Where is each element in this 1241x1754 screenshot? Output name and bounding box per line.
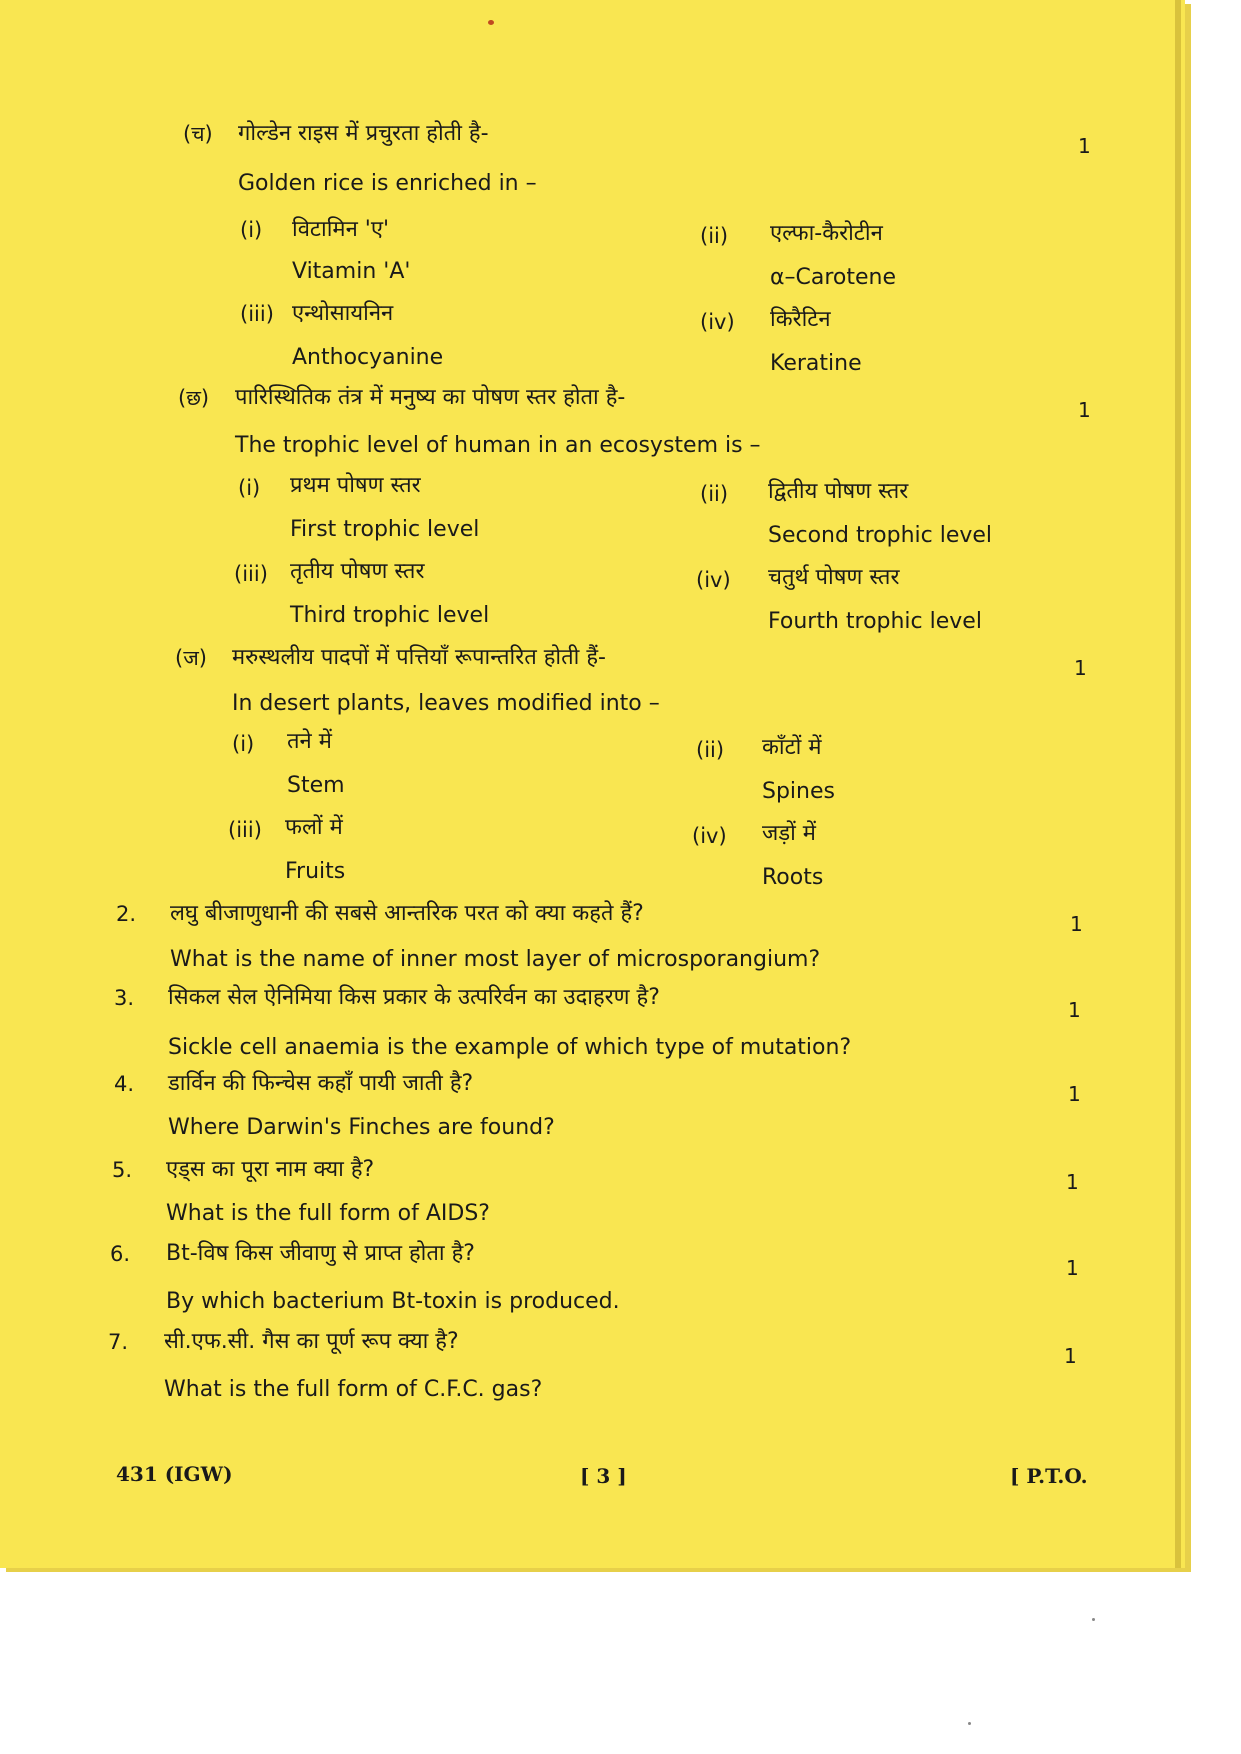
q6-english: By which bacterium Bt-toxin is produced. [166,1289,620,1314]
q4-hindi: डार्विन की फिन्चेस कहाँ पायी जाती है? [168,1071,474,1096]
q2-english: What is the name of inner most layer of microsporangium? [170,947,821,972]
q1-chh-opt-iv-hindi: चतुर्थ पोषण स्तर [768,565,900,590]
q1-chh-marks: 1 [1078,398,1091,422]
q1-ch-opt-iv-num: (iv) [700,310,735,334]
paper-code: 431 (IGW) [116,1462,233,1486]
q2-hindi: लघु बीजाणुधानी की सबसे आन्तरिक परत को क्या कहते हैं? [170,901,644,926]
q1-ch-opt-ii-english: α–Carotene [770,265,897,290]
q1-ch-opt-iii-num: (iii) [240,302,274,326]
q2-number: 2. [116,902,137,926]
page-edge [1175,0,1181,1568]
q5-marks: 1 [1066,1170,1079,1194]
q5-number: 5. [112,1158,133,1182]
q1-chh-label: (छ) [178,386,210,410]
speck [1092,1618,1095,1621]
q4-number: 4. [114,1072,135,1096]
q1-j-opt-iii-num: (iii) [228,818,262,842]
q1-chh-opt-i-num: (i) [238,476,261,500]
q1-chh-english: The trophic level of human in an ecosystem is – [235,433,761,458]
q1-chh-opt-ii-hindi: द्वितीय पोषण स्तर [768,479,909,504]
q2-marks: 1 [1070,912,1083,936]
q1-j-english: In desert plants, leaves modified into – [232,691,660,716]
q3-hindi: सिकल सेल ऐनिमिया किस प्रकार के उत्परिर्वन का उदाहरण है? [168,985,660,1010]
q1-chh-opt-i-english: First trophic level [290,517,480,542]
q1-ch-hindi: गोल्डेन राइस में प्रचुरता होती है- [238,121,489,146]
q1-ch-opt-i-english: Vitamin 'A' [292,259,411,284]
q1-j-opt-ii-num: (ii) [696,738,725,762]
q1-ch-opt-ii-hindi: एल्फा-कैरोटीन [770,221,883,246]
q3-number: 3. [114,986,135,1010]
q1-j-label: (ज) [175,646,207,670]
q1-j-opt-iv-num: (iv) [692,824,727,848]
q7-english: What is the full form of C.F.C. gas? [164,1377,543,1402]
q1-chh-hindi: पारिस्थितिक तंत्र में मनुष्य का पोषण स्तर होता है- [235,385,626,410]
q1-ch-marks: 1 [1078,134,1091,158]
q4-marks: 1 [1068,1082,1081,1106]
q1-chh-opt-iv-num: (iv) [696,568,731,592]
q3-marks: 1 [1068,998,1081,1022]
q1-j-opt-iv-english: Roots [762,865,824,890]
q1-j-marks: 1 [1074,656,1087,680]
q1-j-opt-i-hindi: तने में [287,729,332,754]
q1-chh-opt-iii-hindi: तृतीय पोषण स्तर [290,559,425,584]
q1-ch-opt-iii-hindi: एन्थोसायनिन [292,301,394,326]
q1-ch-opt-ii-num: (ii) [700,224,729,248]
q7-marks: 1 [1064,1344,1077,1368]
speck [488,20,494,25]
q1-j-opt-i-num: (i) [232,732,255,756]
q1-ch-opt-iii-english: Anthocyanine [292,345,444,370]
q1-j-opt-ii-english: Spines [762,779,835,804]
q1-chh-opt-ii-num: (ii) [700,482,729,506]
q6-marks: 1 [1066,1256,1079,1280]
q1-ch-label: (च) [183,122,213,146]
q7-hindi: सी.एफ.सी. गैस का पूर्ण रूप क्या है? [164,1329,459,1354]
q1-j-opt-ii-hindi: काँटों में [762,735,822,760]
q1-j-opt-iii-hindi: फलों में [285,815,343,840]
q1-chh-opt-iii-english: Third trophic level [290,603,490,628]
q1-chh-opt-iv-english: Fourth trophic level [768,609,982,634]
q1-ch-opt-i-hindi: विटामिन 'ए' [292,217,390,242]
q5-hindi: एड्स का पूरा नाम क्या है? [166,1157,375,1182]
q5-english: What is the full form of AIDS? [166,1201,490,1226]
q7-number: 7. [108,1330,129,1354]
page-number: [ 3 ] [580,1464,627,1488]
q3-english: Sickle cell anaemia is the example of which type of mutation? [168,1035,852,1060]
q1-j-hindi: मरुस्थलीय पादपों में पत्तियाँ रूपान्तरित होती हैं- [232,645,606,670]
q1-ch-opt-iv-english: Keratine [770,351,862,376]
q1-ch-opt-i-num: (i) [240,218,263,242]
q1-ch-opt-iv-hindi: किरैटिन [770,307,831,332]
q1-chh-opt-iii-num: (iii) [234,562,268,586]
please-turn-over: [ P.T.O. [1010,1464,1088,1488]
q1-ch-english: Golden rice is enriched in – [238,171,537,196]
q1-j-opt-i-english: Stem [287,773,345,798]
q1-chh-opt-i-hindi: प्रथम पोषण स्तर [290,473,421,498]
q1-chh-opt-ii-english: Second trophic level [768,523,993,548]
q1-j-opt-iv-hindi: जड़ों में [762,821,816,846]
q1-j-opt-iii-english: Fruits [285,859,346,884]
q4-english: Where Darwin's Finches are found? [168,1115,555,1140]
q6-number: 6. [110,1242,131,1266]
q6-hindi: Bt-विष किस जीवाणु से प्राप्त होता है? [166,1241,475,1266]
speck [968,1722,971,1725]
